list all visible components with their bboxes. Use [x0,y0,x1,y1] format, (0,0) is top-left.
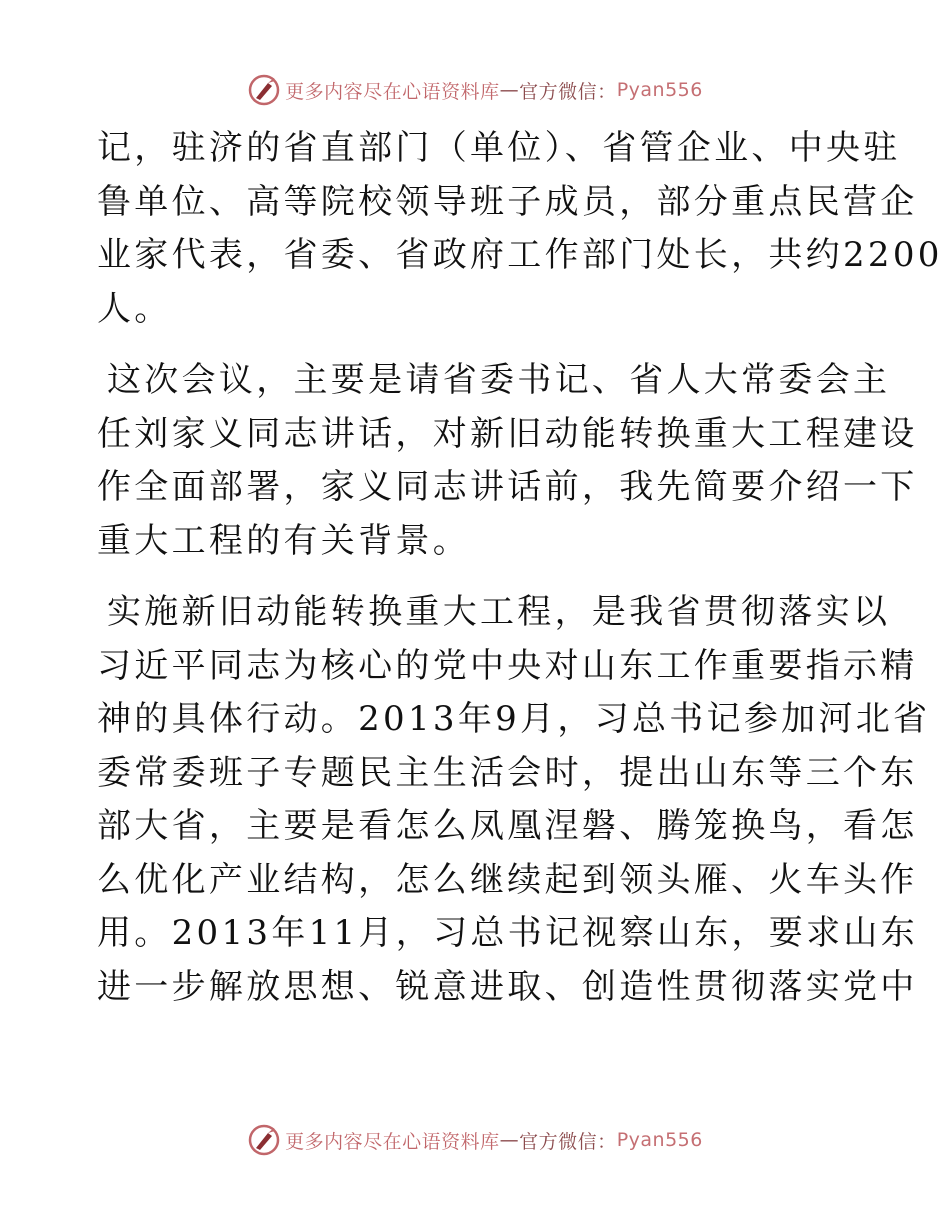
header-watermark-banner [0,70,950,110]
text-line: 记，驻济的省直部门（单位）、省管企业、中央驻 [97,128,901,168]
wechat-label: 官方微信： [519,1130,617,1153]
text-line: 部大省，主要是看怎么凤凰涅磐、腾笼换鸟，看怎 [97,806,918,846]
separator-text: — [499,79,520,101]
text-line: 委常委班子专题民主生活会时，提出山东等三个东 [97,752,918,793]
text-line: 鲁单位、高等院校领导班子成员，部分重点民营企 [97,181,918,222]
wechat-label: 官方微信： [519,80,617,103]
paragraph-1 [97,122,943,336]
text-line: 业家代表，省委、省政府工作部门处长，共约2200 [97,235,943,275]
text-line: 这次会议，主要是请省委书记、省人大常委会主 [107,360,891,400]
text-line: 进一步解放思想、锐意进取、创造性贯彻落实党中 [97,966,918,1007]
text-line: 神的具体行动。2013年9月，习总书记参加河北省 [97,699,931,739]
text-line: 作全面部署，家义同志讲话前，我先简要介绍一下 [97,467,918,507]
footer-watermark-banner [0,1120,950,1160]
quill-logo-icon [247,73,281,107]
text-line: 实施新旧动能转换重大工程，是我省贯彻落实以 [107,592,891,632]
site-name-text: 更多内容尽在心语资料库 [285,1130,500,1153]
wechat-id: Pyan556 [616,1129,703,1151]
document-body [97,122,943,1032]
quill-logo-icon [247,1123,281,1157]
text-line: 重大工程的有关背景。 [97,520,470,561]
text-line: 人。 [97,288,172,329]
separator-text: — [499,1129,520,1151]
text-line: 任刘家义同志讲话，对新旧动能转换重大工程建设 [97,413,918,454]
text-line: 习近平同志为核心的党中央对山东工作重要指示精 [97,645,918,686]
paragraph-3 [97,586,931,1014]
site-name-text: 更多内容尽在心语资料库 [285,80,500,103]
paragraph-2 [97,354,918,568]
wechat-id: Pyan556 [616,79,703,101]
text-line: 用。2013年11月，习总书记视察山东，要求山东 [97,913,918,953]
text-line: 么优化产业结构，怎么继续起到领头雁、火车头作 [97,859,918,900]
